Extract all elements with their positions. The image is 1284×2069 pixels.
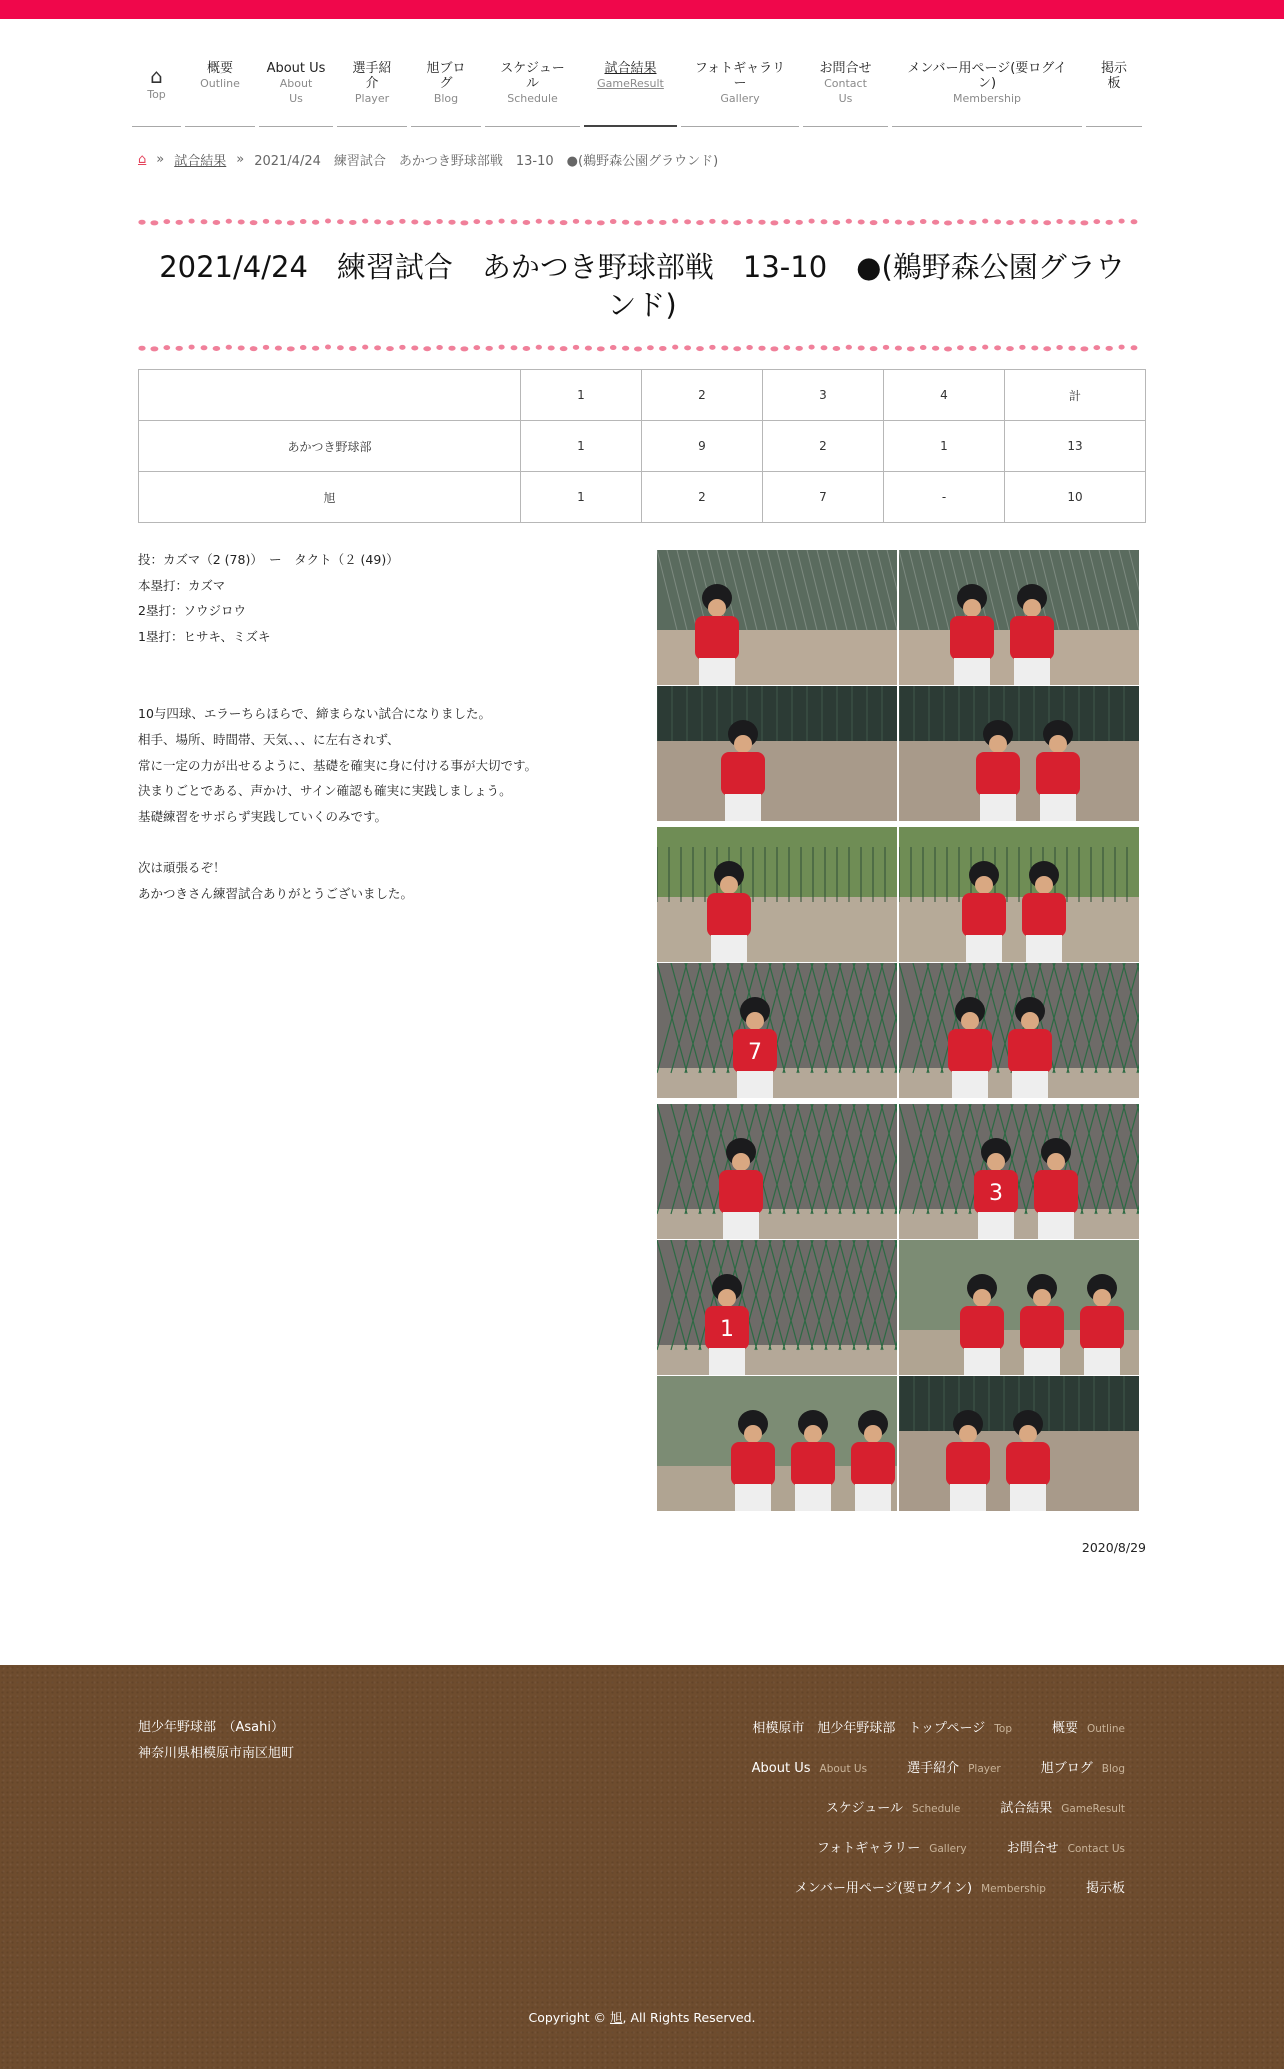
photo-pitcher-glove[interactable] [657, 827, 897, 962]
photo-batter-swing[interactable] [899, 963, 1139, 1098]
footer-link-sub: Contact Us [1067, 1843, 1125, 1855]
photo-helmet-kids[interactable] [657, 1376, 897, 1511]
photo-fielder-ready[interactable] [899, 686, 1139, 821]
top-accent-bar [0, 0, 1284, 19]
footer-link[interactable] [1000, 1797, 1125, 1816]
breadcrumb-current: 2021/4/24 練習試合 あかつき野球部戦 13-10 ●(鵜野森公園グラウンド) [254, 154, 719, 169]
svg-text:7: 7 [748, 1040, 762, 1065]
footer-link[interactable] [1041, 1757, 1125, 1776]
note-line: 決まりごとである、声かけ、サイン確認も確実に実践しましょう。 [138, 783, 512, 799]
footer-link-label: 旭ブログ [1040, 1761, 1093, 1776]
note-line: 2塁打：ソウジロウ [138, 603, 246, 619]
nav-player[interactable]: 選手紹介 Player [337, 58, 407, 127]
footer-link-label: 概要 [1051, 1721, 1078, 1736]
photo-team-smiles[interactable] [899, 1240, 1139, 1375]
footer-nav-row [605, 1837, 1125, 1877]
nav-schedule[interactable]: スケジュール Schedule [485, 58, 580, 127]
breadcrumb-separator: » [156, 152, 165, 167]
footer-link-label: メンバー用ページ(要ログイン) [794, 1881, 973, 1896]
copyright: Copyright © 旭, All Rights Reserved. [528, 2010, 756, 2025]
nav-about[interactable]: About Us About Us [259, 58, 333, 127]
svg-text:3: 3 [989, 1181, 1003, 1206]
footer-link[interactable] [752, 1717, 1012, 1736]
footer-link-label: 選手紹介 [907, 1761, 960, 1776]
global-nav [132, 58, 1152, 127]
footer-link[interactable] [1007, 1837, 1125, 1856]
footer-nav-row [605, 1757, 1125, 1797]
nav-gallery[interactable]: フォトギャラリー Gallery [681, 58, 799, 127]
photo-pitcher-windup[interactable] [657, 550, 897, 685]
photo-player-glove[interactable] [899, 827, 1139, 962]
footer-link-sub: Membership [981, 1883, 1046, 1895]
nav-membership[interactable]: メンバー用ページ(要ログイン) Membership [892, 58, 1082, 127]
footer-nav [605, 1717, 1125, 1917]
footer-link-sub: Schedule [912, 1803, 961, 1815]
note-line: 基礎練習をサボらず実践していくのみです。 [138, 809, 388, 824]
footer-link[interactable] [1086, 1877, 1125, 1896]
svg-text:1: 1 [720, 1317, 734, 1342]
footer-link-label: 試合結果 [1000, 1801, 1053, 1816]
photo-batter-three[interactable] [899, 1104, 1139, 1239]
copyright-owner-link[interactable]: 旭 [610, 2010, 623, 2025]
footer-link[interactable] [752, 1761, 867, 1776]
note-line: 常に一定の力が出せるように、基礎を確実に身に付ける事が大切です。 [138, 757, 538, 773]
footer-link[interactable] [795, 1877, 1046, 1896]
home-icon: ⌂ [150, 64, 163, 88]
footer-link[interactable] [1052, 1717, 1125, 1736]
footer-link-label: 掲示板 [1085, 1881, 1125, 1896]
footer-link-sub: Outline [1087, 1723, 1125, 1735]
score-header-row: 1 2 3 4 計 [139, 370, 1146, 421]
footer-link-label: About Us [751, 1761, 811, 1776]
breadcrumb-category-link[interactable]: 試合結果 [174, 154, 227, 169]
photo-catcher[interactable] [899, 550, 1139, 685]
footer-nav-row [605, 1717, 1125, 1757]
footer-link-sub: Top [994, 1723, 1012, 1735]
footer-link-label: フォトギャラリー [816, 1841, 921, 1856]
nav-outline[interactable]: 概要 Outline [185, 58, 255, 127]
footer-link-label: お問合せ [1006, 1841, 1059, 1856]
nav-top[interactable]: ⌂ Top [132, 58, 181, 127]
note-line: 本塁打：カズマ [138, 577, 226, 593]
footer-nav-row [605, 1877, 1125, 1917]
score-row-asahi: 旭 1 2 7 - 10 [139, 472, 1146, 523]
footer-address: 神奈川県相模原市南区旭町 [138, 1746, 295, 1761]
dotted-divider-top [138, 217, 1146, 227]
dotted-divider-bottom [138, 343, 1146, 353]
nav-board[interactable]: 掲示板 [1086, 58, 1142, 127]
footer-link-sub: Gallery [929, 1843, 967, 1855]
footer-link-sub: Blog [1101, 1763, 1125, 1775]
photo-players-group[interactable] [899, 1376, 1139, 1511]
game-notes [138, 547, 618, 907]
footer-link-label: スケジュール [825, 1801, 904, 1816]
note-line: 10与四球、エラーちらほらで、締まらない試合になりました。 [138, 706, 492, 722]
note-line: 投：カズマ（2 (78)） ー タクト（２ (49)） [138, 552, 399, 567]
page-title: 2021/4/24 練習試合 あかつき野球部戦 13-10 ●(鵜野森公園グラウンド) [159, 250, 1125, 322]
post-date: 2020/8/29 [1081, 1540, 1146, 1555]
footer-link[interactable] [907, 1757, 1001, 1776]
note-line: 1塁打：ヒサキ、ミズキ [138, 629, 271, 645]
nav-contact[interactable]: お問合せ Contact Us [803, 58, 888, 127]
photo-infield-play[interactable] [657, 686, 897, 821]
note-line: あかつきさん練習試合ありがとうございました。 [138, 886, 414, 902]
footer-link-sub: Player [968, 1763, 1001, 1775]
footer-club-name: 旭少年野球部 （Asahi） [138, 1720, 284, 1735]
score-table [138, 369, 1146, 523]
nav-blog[interactable]: 旭ブログ Blog [411, 58, 481, 127]
footer-link-label: 相模原市 旭少年野球部 トップページ [752, 1721, 986, 1736]
score-row-akatsuki: あかつき野球部 1 9 2 1 13 [139, 421, 1146, 472]
breadcrumb-separator: » [236, 152, 245, 167]
footer-nav-row [605, 1797, 1125, 1837]
footer-club-info [138, 1715, 294, 1767]
breadcrumb [138, 150, 718, 169]
footer-link[interactable] [817, 1837, 967, 1856]
note-line: 次は頑張るぞ！ [138, 860, 226, 876]
photo-batter-stance[interactable] [657, 1104, 897, 1239]
photo-batter-one[interactable] [657, 1240, 897, 1375]
footer-link-sub: GameResult [1061, 1803, 1125, 1815]
photo-batter-back[interactable] [657, 963, 897, 1098]
home-icon[interactable]: ⌂ [138, 152, 147, 167]
footer-link-sub: About Us [819, 1763, 868, 1775]
footer-link[interactable] [826, 1797, 960, 1816]
note-line: 相手、場所、時間帯、天気、、、に左右されず、 [138, 731, 400, 747]
nav-gameresult[interactable]: 試合結果 GameResult [584, 58, 677, 127]
